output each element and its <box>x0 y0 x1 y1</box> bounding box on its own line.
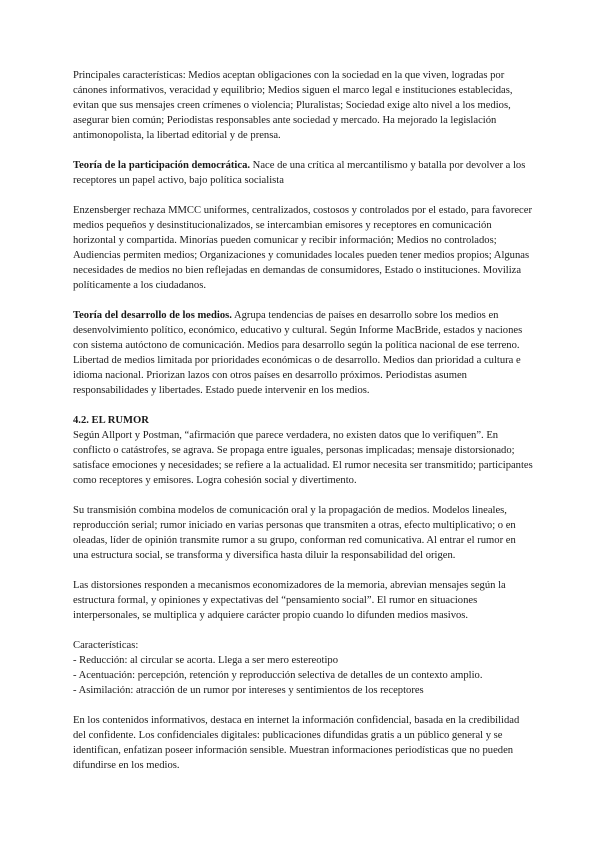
paragraph-principales-caracteristicas: Principales características: Medios aceptan obligaciones con la sociedad en la que viven, logradas por cánones informativos, veracidad y equilibrio; Medios siguen el marco legal e instituciones establecidas, evitan que sus mensajes creen crímenes o violencia; Pluralistas; Sociedad exige alto nivel a los medios, asegurar bien común; Periodistas responsables ante sociedad y mercado. Ha mejorado la legislación antimonopolista, la libertad editorial y de prensa. <box>73 70 513 141</box>
paragraph-allport-postman: Según Allport y Postman, “afirmación que parece verdadera, no existen datos que lo verifiquen”. En conflicto o catástrofes, se agrava. Se propaga entre iguales, personas implicadas; mensaje distorsionado; satisface emociones y necesidades; se refiere a la actualidad. El rumor necesita ser transmitido; participantes como receptores y emisores. Logra cohesión social y divertimento. <box>73 430 533 486</box>
paragraph-desarrollo-medios <box>73 308 533 398</box>
list-item: - Reducción: al circular se acorta. Llega a ser mero estereotipo <box>73 655 339 666</box>
text-desarrollo-medios: Agrupa tendencias de países en desarrollo sobre los medios en desenvolvimiento político, económico, educativo y cultural. Según Informe MacBride, estados y naciones con sistema autóctono de comunicación. Medios para desarrollo según la política nacional de ese terreno. Libertad de medios limitada por prioridades económicas o de desarrollo. Medios dan prioridad a cultura e idioma nacional. Priorizan lazos con otros países en desarrollo próximos. Periodistas asumen responsabilidades y libertades. Estado puede intervenir en los medios. <box>73 310 523 396</box>
list-item: - Acentuación: percepción, retención y reproducción selectiva de detalles de un contexto amplio. <box>73 670 483 681</box>
characteristics-list <box>73 638 533 698</box>
section-heading-rumor: 4.2. EL RUMOR <box>73 415 149 426</box>
list-item: - Asimilación: atracción de un rumor por intereses y sentimientos de los receptores <box>73 685 424 696</box>
document-page <box>73 68 533 788</box>
heading-desarrollo-medios: Teoría del desarrollo de los medios. <box>73 310 232 321</box>
list-title: Características: <box>73 640 139 651</box>
paragraph-enzensberger: Enzensberger rechaza MMCC uniformes, centralizados, costosos y controlados por el estado, para favorecer medios pequeños y desinstitucionalizados, se intercambian emisores y receptores en comunicación horizontal y compartida. Minorías pueden comunicar y recibir información; Medios no controlados; Audiencias permiten medios; Organizaciones y comunidades locales pueden tener medios propios; Algunas necesidades de medios no bien reflejadas en demandas de consumidores, Estado o instituciones. Moviliza políticamente a los ciudadanos. <box>73 205 532 291</box>
text-participacion-democratica: Nace de una crítica al mercantilismo y batalla por devolver a los receptores un papel activo, bajo política socialista <box>73 160 526 186</box>
paragraph-distorsiones: Las distorsiones responden a mecanismos economizadores de la memoria, abrevian mensajes según la estructura formal, y opiniones y expectativas del “pensamiento social”. El rumor en situaciones interpersonales, se multiplica y adquiere carácter propio cuando lo difunden medios masivos. <box>73 580 506 621</box>
heading-participacion-democratica: Teoría de la participación democrática. <box>73 160 251 171</box>
paragraph-confidenciales: En los contenidos informativos, destaca en internet la información confidencial, basada en la credibilidad del confidente. Los confidenciales digitales: publicaciones difundidas gratis a un público general y se identifican, enfatizan poseer información sensible. Muestran informaciones periodísticas que no pueden difundirse en los medios. <box>73 715 520 771</box>
paragraph-transmision: Su transmisión combina modelos de comunicación oral y la propagación de medios. Modelos lineales, reproducción serial; rumor iniciado en varias personas que transmiten a otras, efecto multiplicativo; o en oleadas, líder de opinión transmite rumor a su grupo, conforman red comunicativa. Al entrar el rumor en una estructura social, se transforma y diversifica hasta diluir la responsabilidad del origen. <box>73 505 516 561</box>
paragraph-participacion-democratica <box>73 158 533 188</box>
